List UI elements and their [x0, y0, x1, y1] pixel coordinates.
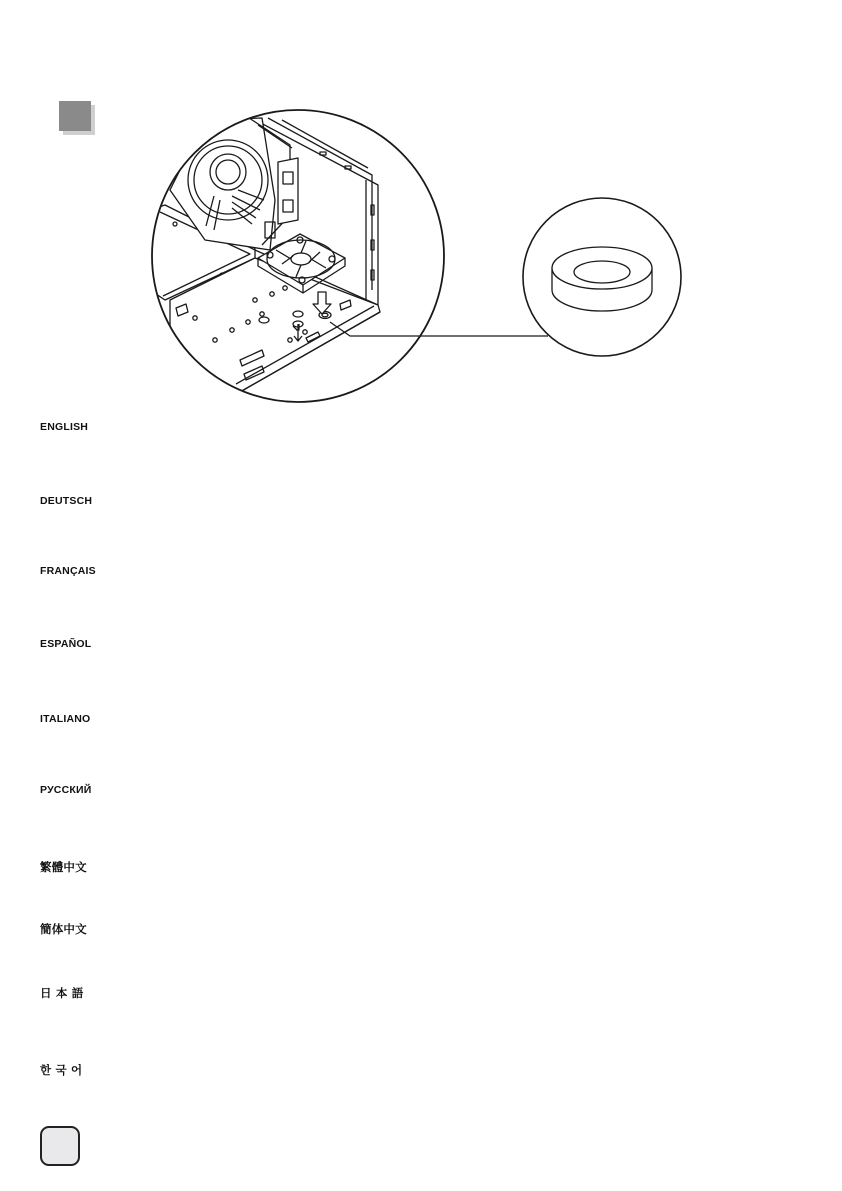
language-label-russian: РУССКИЙ [40, 784, 92, 796]
page-number-tab [40, 1126, 80, 1166]
fan-installation-illustration [0, 0, 842, 420]
language-label-german: DEUTSCH [40, 495, 93, 507]
language-label-simplified-chinese: 簡体中文 [40, 922, 87, 936]
language-label-italian: ITALIANO [40, 713, 91, 725]
language-label-japanese: 日 本 語 [40, 986, 84, 1000]
language-label-french: FRANÇAIS [40, 565, 96, 577]
language-label-traditional-chinese: 繁體中文 [40, 860, 87, 874]
language-label-english: ENGLISH [40, 421, 89, 433]
language-label-spanish: ESPAÑOL [40, 638, 92, 650]
language-label-korean: 한 국 어 [40, 1063, 83, 1077]
